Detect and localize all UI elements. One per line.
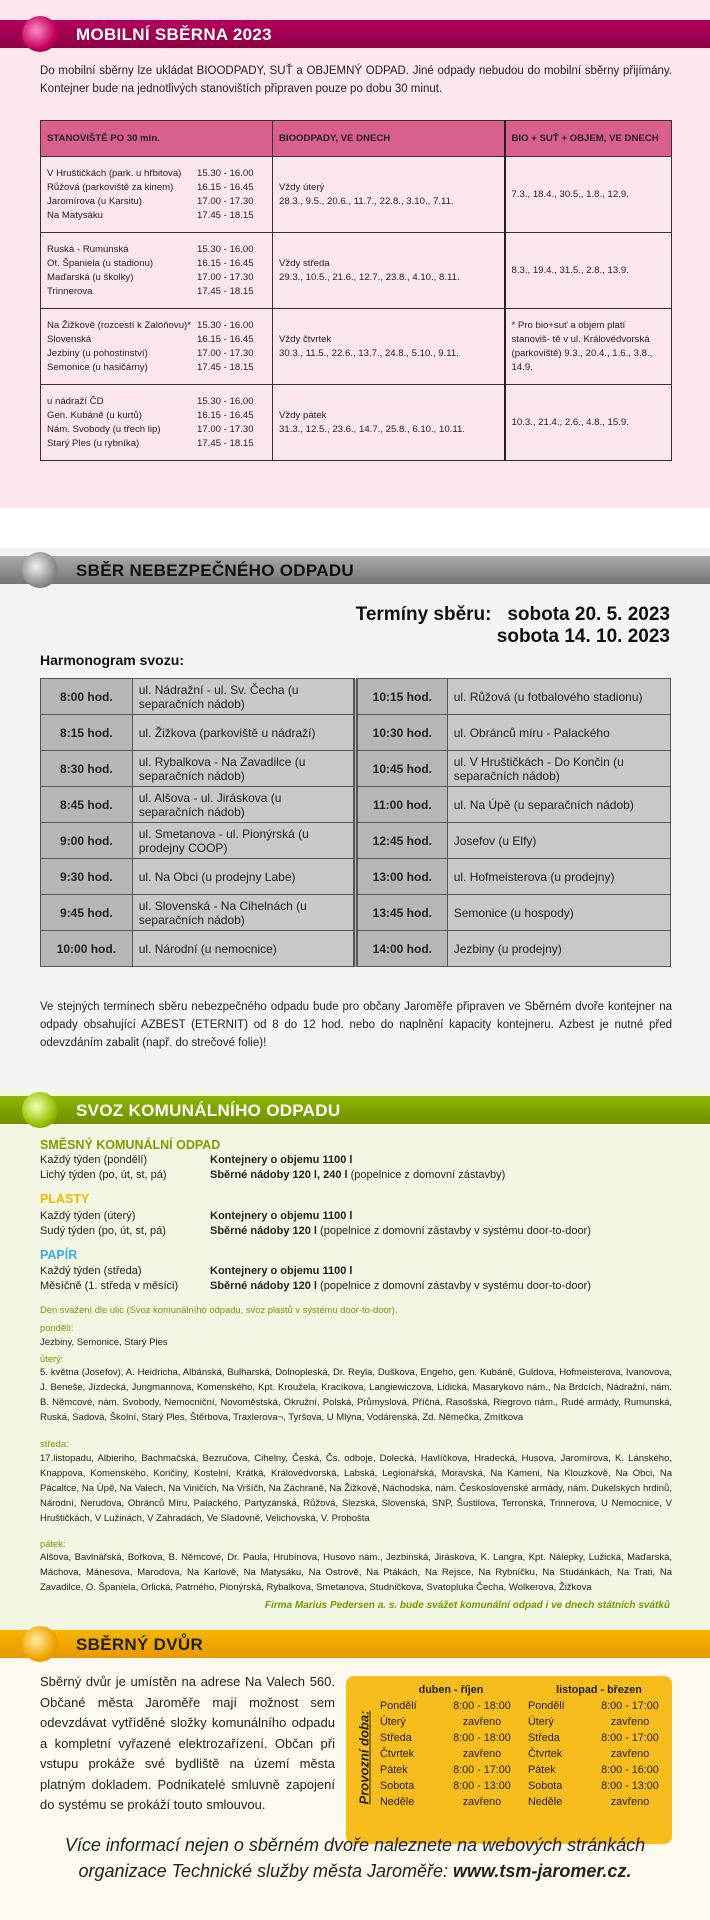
hours-row xyxy=(528,1778,670,1794)
category-plastics: PLASTY xyxy=(40,1192,90,1206)
bulk-dates-cell: * Pro bio+suť a objem platí stanoviš- tě v ul. Královédvorská (parkoviště) 9.3., 20.4., 1.6., 3.8., 14.9. xyxy=(505,309,672,385)
hours-value: zavřeno xyxy=(610,1748,650,1760)
bio-dates: 28.3., 9.5., 20.6., 11.7., 22.8., 3.10., 7.11. xyxy=(279,195,454,207)
time-cell: 8:30 hod. xyxy=(41,751,133,787)
time-cell: 13:00 hod. xyxy=(355,859,447,895)
location-time: 17.45 - 18.15 xyxy=(197,361,254,373)
location-name: u nádraží ČD xyxy=(47,395,104,407)
section-title: MOBILNÍ SBĚRNA 2023 xyxy=(76,25,272,44)
table-row xyxy=(41,157,672,233)
place-cell: ul. Rybalkova - Na Zavadilce (u separačních nádob) xyxy=(132,751,355,787)
hours-value: zavřeno xyxy=(462,1748,502,1760)
category-mixed: SMĚSNÝ KOMUNÁLNÍ ODPAD xyxy=(40,1138,221,1152)
table-row xyxy=(41,823,671,859)
day-name: Sobota xyxy=(528,1780,563,1792)
location-cell xyxy=(41,233,273,309)
hours-row xyxy=(528,1730,670,1746)
location-time: 16.15 - 16.45 xyxy=(197,181,254,193)
bio-dates: 29.3., 10.5., 21.6., 12.7., 23.8., 4.10., 8.11. xyxy=(279,271,460,283)
category-paper: PAPÍR xyxy=(40,1248,78,1262)
day-name: Pondělí xyxy=(380,1700,417,1712)
location-time: 15.30 - 16.00 xyxy=(197,167,254,179)
place-cell: Semonice (u hospody) xyxy=(447,895,670,931)
tuesday-streets: 5. května (Josefov), A. Heidricha, Albánská, Bulharská, Dolnopleská, Dr. Reyla, Duškova, Engeho, gen. Kubáně, Guldova, Hofmeisterova, Ivanovova, J. Beneše, Jízdecká, Jungmannova, Komenského, Kpt. Kroužela, Kracíkova, Langiewiczova, Lidická, Masarykovo nám., Na Brdcích, Nádražní, nám. B. Němcové, nám. Svobody, Nemocniční, Novoměstská, Okružní, Polská, Průmyslová, Příčná, Rasošská, Riegrovo nám., Rudé armády, Rumunská, Ruská, Sadová, Školní, Starý Ples, Štěrbova, Traxlerova¬, Tyršova, U Mlýna, Vodárenská, Zd. Němečka, Zmítkova xyxy=(40,1367,672,1423)
time-cell: 10:45 hod. xyxy=(355,751,447,787)
hours-value: 8:00 - 13:00 xyxy=(453,1780,511,1792)
time-cell: 12:45 hod. xyxy=(355,823,447,859)
place-cell: ul. Na Úpě (u separačních nádob) xyxy=(447,787,670,823)
location-time: 15.30 - 16.00 xyxy=(197,243,254,255)
location-time: 16.15 - 16.45 xyxy=(197,257,254,269)
location-time: 17.45 - 18.15 xyxy=(197,209,254,221)
place-cell: ul. Nádražní - ul. Sv. Čecha (u separačních nádob) xyxy=(132,679,355,715)
hours-value: zavřeno xyxy=(462,1796,502,1808)
time-cell: 8:45 hod. xyxy=(41,787,133,823)
hours-value: zavřeno xyxy=(610,1796,650,1808)
location-time: 15.30 - 16.00 xyxy=(197,319,254,331)
website-link[interactable]: www.tsm-jaromer.cz. xyxy=(453,1861,632,1881)
time-cell: 13:45 hod. xyxy=(355,895,447,931)
day-name: Pátek xyxy=(380,1764,408,1776)
place-cell: Jezbiny (u prodejny) xyxy=(447,931,670,967)
location-name: Starý Ples (u rybníka) xyxy=(47,437,140,449)
location-name: Růžová (parkoviště za kinem) xyxy=(47,181,174,193)
hours-row xyxy=(528,1794,670,1810)
day-name: Středa xyxy=(380,1732,412,1744)
mobile-collection-section xyxy=(0,0,710,508)
location-time: 16.15 - 16.45 xyxy=(197,333,254,345)
place-cell: ul. Obránců míru - Palackého xyxy=(447,715,670,751)
bio-cell xyxy=(273,385,505,461)
location-cell xyxy=(41,157,273,233)
location-time: 16.15 - 16.45 xyxy=(197,409,254,421)
bio-day: Vždy úterý xyxy=(279,181,325,193)
table-row xyxy=(41,751,671,787)
day-name: Čtvrtek xyxy=(380,1748,415,1760)
location-name: Na Matysáku xyxy=(47,209,103,221)
intro-text: Do mobilní sběrny lze ukládat BIOODPADY, SUŤ a OBJEMNÝ ODPAD. Jiné odpady nebudou do mobilní sběrny přijímány. Kontejner bude na jednotlivých stanovištích připraven pouze po dobu 30 minut. xyxy=(40,65,672,95)
hours-row xyxy=(380,1746,522,1762)
hazardous-waste-section xyxy=(0,548,710,1090)
info-badge-icon xyxy=(22,1626,58,1662)
bulk-dates-cell: 10.3., 21.4., 2.6., 4.8., 15.9. xyxy=(505,385,672,461)
place-cell: ul. V Hruštičkách - Do Končin (u separačních nádob) xyxy=(447,751,670,787)
footer-info: Více informací nejen o sběrném dvoře naleznete na webových stránkách organizace Technické služby města Jaroměře: www.tsm-jaromer.cz. xyxy=(64,1835,646,1881)
hours-value: 8:00 - 18:00 xyxy=(453,1700,511,1712)
bio-day: Vždy čtvrtek xyxy=(279,333,332,345)
location-name: Maďarská (u školky) xyxy=(47,271,134,283)
table-row xyxy=(41,931,671,967)
place-cell: Josefov (u Elfy) xyxy=(447,823,670,859)
wednesday-label: středa: xyxy=(40,1438,69,1449)
location-name: Jaromírova (u Karsitu) xyxy=(47,195,142,207)
hours-value: 8:00 - 17:00 xyxy=(601,1700,659,1712)
location-name: Ruská - Rumunská xyxy=(47,243,129,255)
place-cell: ul. Růžová (u fotbalového stadionu) xyxy=(447,679,670,715)
date-1: sobota 20. 5. 2023 xyxy=(507,604,670,625)
bio-dates: 31.3., 12.5., 23.6., 14.7., 25.8., 6.10., 10.11. xyxy=(279,423,465,435)
leaf-badge-icon xyxy=(22,1092,58,1128)
location-name: Nám. Svobody (u třech lip) xyxy=(47,423,161,435)
friday-label: pátek: xyxy=(40,1538,66,1549)
location-name: V Hruštičkách (park. u hřbitova) xyxy=(47,167,182,179)
bio-day: Vždy pátek xyxy=(279,409,327,421)
day-name: Pondělí xyxy=(528,1700,565,1712)
opening-hours-label: Provozní doba: xyxy=(356,1710,372,1805)
hours-value: zavřeno xyxy=(610,1716,650,1728)
table-row xyxy=(41,385,672,461)
hours-row xyxy=(380,1698,522,1714)
table-row xyxy=(41,309,672,385)
time-cell: 10:00 hod. xyxy=(41,931,133,967)
day-name: Neděle xyxy=(528,1796,563,1808)
tuesday-label: úterý: xyxy=(40,1353,64,1364)
hours-value: 8:00 - 16:00 xyxy=(601,1764,659,1776)
section-title: SBĚR NEBEZPEČNÉHO ODPADU xyxy=(76,561,354,580)
recycle-badge-icon xyxy=(22,16,58,52)
table-row xyxy=(41,233,672,309)
holiday-note: Firma Marius Pedersen a. s. bude svážet komunální odpad i ve dnech státních svátků xyxy=(264,1600,670,1611)
monday-label: pondělí: xyxy=(40,1322,74,1333)
hours-row xyxy=(528,1714,670,1730)
hours-value: 8:00 - 18:00 xyxy=(453,1732,511,1744)
bio-dates: 30.3., 11.5., 22.6., 13.7., 24.8., 5.10., 9.11. xyxy=(279,347,459,359)
day-name: Čtvrtek xyxy=(528,1748,563,1760)
time-cell: 10:15 hod. xyxy=(355,679,447,715)
location-name: Jezbiny (u pohostinství) xyxy=(47,347,148,359)
time-cell: 9:00 hod. xyxy=(41,823,133,859)
table-header: BIO + SUŤ + OBJEM, VE DNECH xyxy=(505,121,672,157)
hours-value: zavřeno xyxy=(462,1716,502,1728)
day-name: Úterý xyxy=(380,1716,406,1728)
location-cell xyxy=(41,385,273,461)
mobile-schedule-table xyxy=(40,120,672,461)
section-header-municipal xyxy=(0,1096,710,1124)
section-title: SBĚRNÝ DVŮR xyxy=(76,1635,204,1654)
date-2: sobota 14. 10. 2023 xyxy=(496,626,670,647)
asbestos-note: Ve stejných termínech sběru nebezpečného odpadu bude pro občany Jaroměře připraven ve Sběrném dvoře kontejner na odpady obsahující AZBEST (ETERNIT) od 8 do 12 hod. nebo do naplnění kapacity kontejneru. Azbest je nutné před odevzdáním zabalit (např. do strečové folie)! xyxy=(40,1001,672,1049)
place-cell: ul. Hofmeisterova (u prodejny) xyxy=(447,859,670,895)
location-time: 17.45 - 18.15 xyxy=(197,437,254,449)
location-name: Na Žižkově (rozcestí k Zaloňovu)* xyxy=(47,319,191,331)
hours-row xyxy=(528,1698,670,1714)
table-row xyxy=(41,859,671,895)
location-name: Trinnerova xyxy=(47,285,93,297)
section-header-mobile xyxy=(0,20,710,48)
location-name: Slovenská xyxy=(47,333,92,345)
bulk-dates-cell: 8.3., 19.4., 31.5., 2.8., 13.9. xyxy=(505,233,672,309)
hours-value: 8:00 - 17:00 xyxy=(453,1764,511,1776)
table-header: BIOODPADY, VE DNECH xyxy=(273,121,505,157)
hours-row xyxy=(528,1762,670,1778)
hand-badge-icon xyxy=(22,552,58,588)
day-name: Středa xyxy=(528,1732,560,1744)
bio-cell xyxy=(273,233,505,309)
street-days-heading: Den svážení dle ulic (Svoz komunálního odpadu, svoz plastů v systému door-to-door). xyxy=(40,1304,398,1315)
time-cell: 14:00 hod. xyxy=(355,931,447,967)
place-cell: ul. Slovenská - Na Cihelnách (u separačních nádob) xyxy=(132,895,355,931)
location-cell xyxy=(41,309,273,385)
time-cell: 8:15 hod. xyxy=(41,715,133,751)
hours-winter: listopad - březen Pondělí 8:00 - 17:00 Úterý zavřeno Středa 8:00 - 17:00 Čtvrtek zavřeno Pátek 8:00 - 16:00 Sobota 8:00 - 13:00 Neděle zavřeno xyxy=(528,1682,670,1810)
hours-row xyxy=(528,1746,670,1762)
time-cell: 9:30 hod. xyxy=(41,859,133,895)
time-cell: 8:00 hod. xyxy=(41,679,133,715)
hours-row xyxy=(380,1778,522,1794)
location-name: Semonice (u hasičárny) xyxy=(47,361,148,373)
hours-value: 8:00 - 13:00 xyxy=(601,1780,659,1792)
yard-description: Sběrný dvůr je umístěn na adrese Na Valech 560. Občané města Jaroměře mají možnost sem odevzdávat vytříděné složky komunálního odpadu a kompletní vyřazené elektrozařízení. Občan při vstupu prokáže své bydliště na území města platným dokladem. Podnikatelé smluvně zapojení do systému se prokáží touto smlouvou. xyxy=(40,1674,335,1812)
schedule-heading: Harmonogram svozu: xyxy=(40,652,184,668)
hours-row xyxy=(380,1730,522,1746)
section-title: SVOZ KOMUNÁLNÍHO ODPADU xyxy=(76,1101,341,1120)
location-time: 17.00 - 17.30 xyxy=(197,271,254,283)
hazardous-schedule-table xyxy=(40,678,671,967)
day-name: Sobota xyxy=(380,1780,415,1792)
municipal-waste-section: SVOZ KOMUNÁLNÍHO ODPADU SMĚSNÝ KOMUNÁLNÍ ODPAD Každý týden (pondělí) Kontejnery o objemu 1100 l Lichý týden (po, út, st, pá) Sběrné nádoby 120 l, 240 l (popelnice z domovní zástavby) PLASTY Každý týden (úterý) Kontejnery o objemu 1100 l Sudý týden (po, út, st, pá) Sběrné nádoby 120 l (popelnice z domovní zástavby v systému door-to-door) PAPÍR Každý týden (středa) Kontejnery o objemu 1100 l Měsíčně (1. středa v měsíci) Sběrné nádoby 120 l (popelnice z domovní zástavby v systému door-to-door) Den svážení dle ulic (Svoz komunálního odpadu, svoz plastů v systému door-to-door). pondělí: Jezbiny, Semonice, Starý Ples úterý: 5. května (Josefov), A. Heidricha, Albánská, Bulharská, Dolnopleská, Dr. Reyla, Duškova, Engeho, gen. Kubáně, Guldova, Hofmeisterova, Ivanovova, J. Beneše, Jízdecká, Jungmannova, Komenského, Kpt. Kroužela, Kracíkova, Langiewiczova, Lidická, Masarykovo nám., Na Brdcích, Nádražní, nám. B. Němcové, nám. Svobody, Nemocniční, Novoměstská, Okružní, Polská, Průmyslová, Příčná, Rasošská, Riegrovo nám., Rudé armády, Rumunská, Ruská, Sadová, Školní, Starý Ples, Štěrbova, Traxlerova¬, Tyršova, U Mlýna, Vodárenská, Zd. Němečka, Zmítkova středa: 17.listopadu, Albieriho, Bachmačská, Bezručova, Cihelny, Česká, Čs. odboje, Dolecká, Havlíčkova, Hradecká, Husova, Jaromírova, K. Lánského, Knappova, Komenského, Končiny, Kostelní, Krátká, Královédvorská, Labská, Legionářská, Moravská, Na Kameni, Na Klouzkově, Na Obci, Na Pácaltce, Na Úpě, Na Valech, Na Viničích, Na Vršíčh, Na Záchraně, Na Žižkově, Náchodská, nám. Československé armády, nám. Dukelských hrdinů, Národní, Nerudova, Obránců Míru, Palackého, Partyzánská, Růžová, Slezská, Slovenská, SNP, Šustilova, Terronská, Trinnerova, U Nemocnice, V Hruštičkách, V Lužinách, V Zahradách, Ve Sladovně, Velichovská, V. Probošta pátek: Alšova, Bavlnářská, Bořkova, B. Němcové, Dr. Paula, Hrubínova, Husovo nám., Jezbinská, Jiráskova, K. Langra, Kpt. Nálepky, Lužická, Maďarská, Máchova, Mánesova, Marodova, Na Karlově, Na Matysáku, Na Ostrově, Na Ptákách, Na Rejsce, Na Rybníčku, Na Studánkách, Na Trati, Na Zavadilce, O. Španiela, Orlická, Patrného, Pionýrská, Rybalkova, Smetanova, Studničkova, Svatopluka Čecha, Wolkerova, Žižkova Firma Marius Pedersen a. s. bude svážet komunální odpad i ve dnech státních svátků xyxy=(0,1090,710,1630)
time-cell: 10:30 hod. xyxy=(355,715,447,751)
hours-summer: duben - říjen Pondělí 8:00 - 18:00 Úterý zavřeno Středa 8:00 - 18:00 Čtvrtek zavřeno Pátek 8:00 - 17:00 Sobota 8:00 - 13:00 Neděle zavřeno xyxy=(380,1682,522,1810)
monday-streets: Jezbiny, Semonice, Starý Ples xyxy=(40,1337,168,1348)
table-row xyxy=(41,787,671,823)
location-name: Gen. Kubáně (u kurtů) xyxy=(47,409,142,421)
table-row xyxy=(41,715,671,751)
location-time: 17.00 - 17.30 xyxy=(197,347,254,359)
place-cell: ul. Smetanova - ul. Pionýrská (u prodejny COOP) xyxy=(132,823,355,859)
place-cell: ul. Národní (u nemocnice) xyxy=(132,931,355,967)
location-time: 17.00 - 17.30 xyxy=(197,195,254,207)
table-header: STANOVIŠTĚ PO 30 min. xyxy=(41,121,273,157)
friday-streets: Alšova, Bavlnářská, Bořkova, B. Němcové, Dr. Paula, Hrubínova, Husovo nám., Jezbinská, Jiráskova, K. Langra, Kpt. Nálepky, Lužická, Maďarská, Máchova, Mánesova, Marodova, Na Karlově, Na Matysáku, Na Ostrově, Na Ptákách, Na Rejsce, Na Rybníčku, Na Studánkách, Na Trati, Na Zavadilce, O. Španiela, Orlická, Patrného, Pionýrská, Rybalkova, Smetanova, Studničkova, Svatopluka Čecha, Wolkerova, Žižkova xyxy=(40,1552,672,1593)
time-cell: 11:00 hod. xyxy=(355,787,447,823)
table-row xyxy=(41,679,671,715)
location-time: 17.45 - 18.15 xyxy=(197,285,254,297)
time-cell: 9:45 hod. xyxy=(41,895,133,931)
location-time: 17.00 - 17.30 xyxy=(197,423,254,435)
bio-cell xyxy=(273,157,505,233)
hours-value: 8:00 - 17:00 xyxy=(601,1732,659,1744)
place-cell: ul. Na Obci (u prodejny Labe) xyxy=(132,859,355,895)
day-name: Pátek xyxy=(528,1764,556,1776)
day-name: Úterý xyxy=(528,1716,554,1728)
place-cell: ul. Žižkova (parkoviště u nádraží) xyxy=(132,715,355,751)
day-name: Neděle xyxy=(380,1796,415,1808)
wednesday-streets: 17.listopadu, Albieriho, Bachmačská, Bezručova, Cihelny, Česká, Čs. odboje, Dolecká, Havlíčkova, Hradecká, Husova, Jaromírova, K. Lánského, Knappova, Komenského, Končiny, Kostelní, Krátká, Královédvorská, Labská, Legionářská, Moravská, Na Kameni, Na Klouzkově, Na Obci, Na Pácaltce, Na Úpě, Na Valech, Na Viničích, Na Vršíčh, Na Záchraně, Na Žižkově, Náchodská, nám. Československé armády, nám. Dukelských hrdinů, Národní, Nerudova, Obránců Míru, Palackého, Partyzánská, Růžová, Slezská, Slovenská, SNP, Šustilova, Terronská, Trinnerova, U Nemocnice, V Hruštičkách, V Lužinách, V Zahradách, Ve Sladovně, Velichovská, V. Probošta xyxy=(40,1453,672,1524)
location-name: Ot. Španiela (u stadionu) xyxy=(47,257,154,269)
section-header-yard xyxy=(0,1630,710,1658)
opening-hours-box xyxy=(346,1676,672,1844)
location-time: 15.30 - 16.00 xyxy=(197,395,254,407)
bulk-dates-cell: 7.3., 18.4., 30.5., 1.8., 12.9. xyxy=(505,157,672,233)
hours-row xyxy=(380,1762,522,1778)
bio-day: Vždy středa xyxy=(279,257,330,269)
table-row xyxy=(41,895,671,931)
place-cell: ul. Alšova - ul. Jiráskova (u separačních nádob) xyxy=(132,787,355,823)
dates-label: Termíny sběru: xyxy=(355,604,492,625)
collection-yard-section xyxy=(0,1630,710,1920)
collection-dates xyxy=(356,604,670,648)
hours-row xyxy=(380,1794,522,1810)
hours-row xyxy=(380,1714,522,1730)
bio-cell xyxy=(273,309,505,385)
section-header-hazardous xyxy=(0,556,710,584)
